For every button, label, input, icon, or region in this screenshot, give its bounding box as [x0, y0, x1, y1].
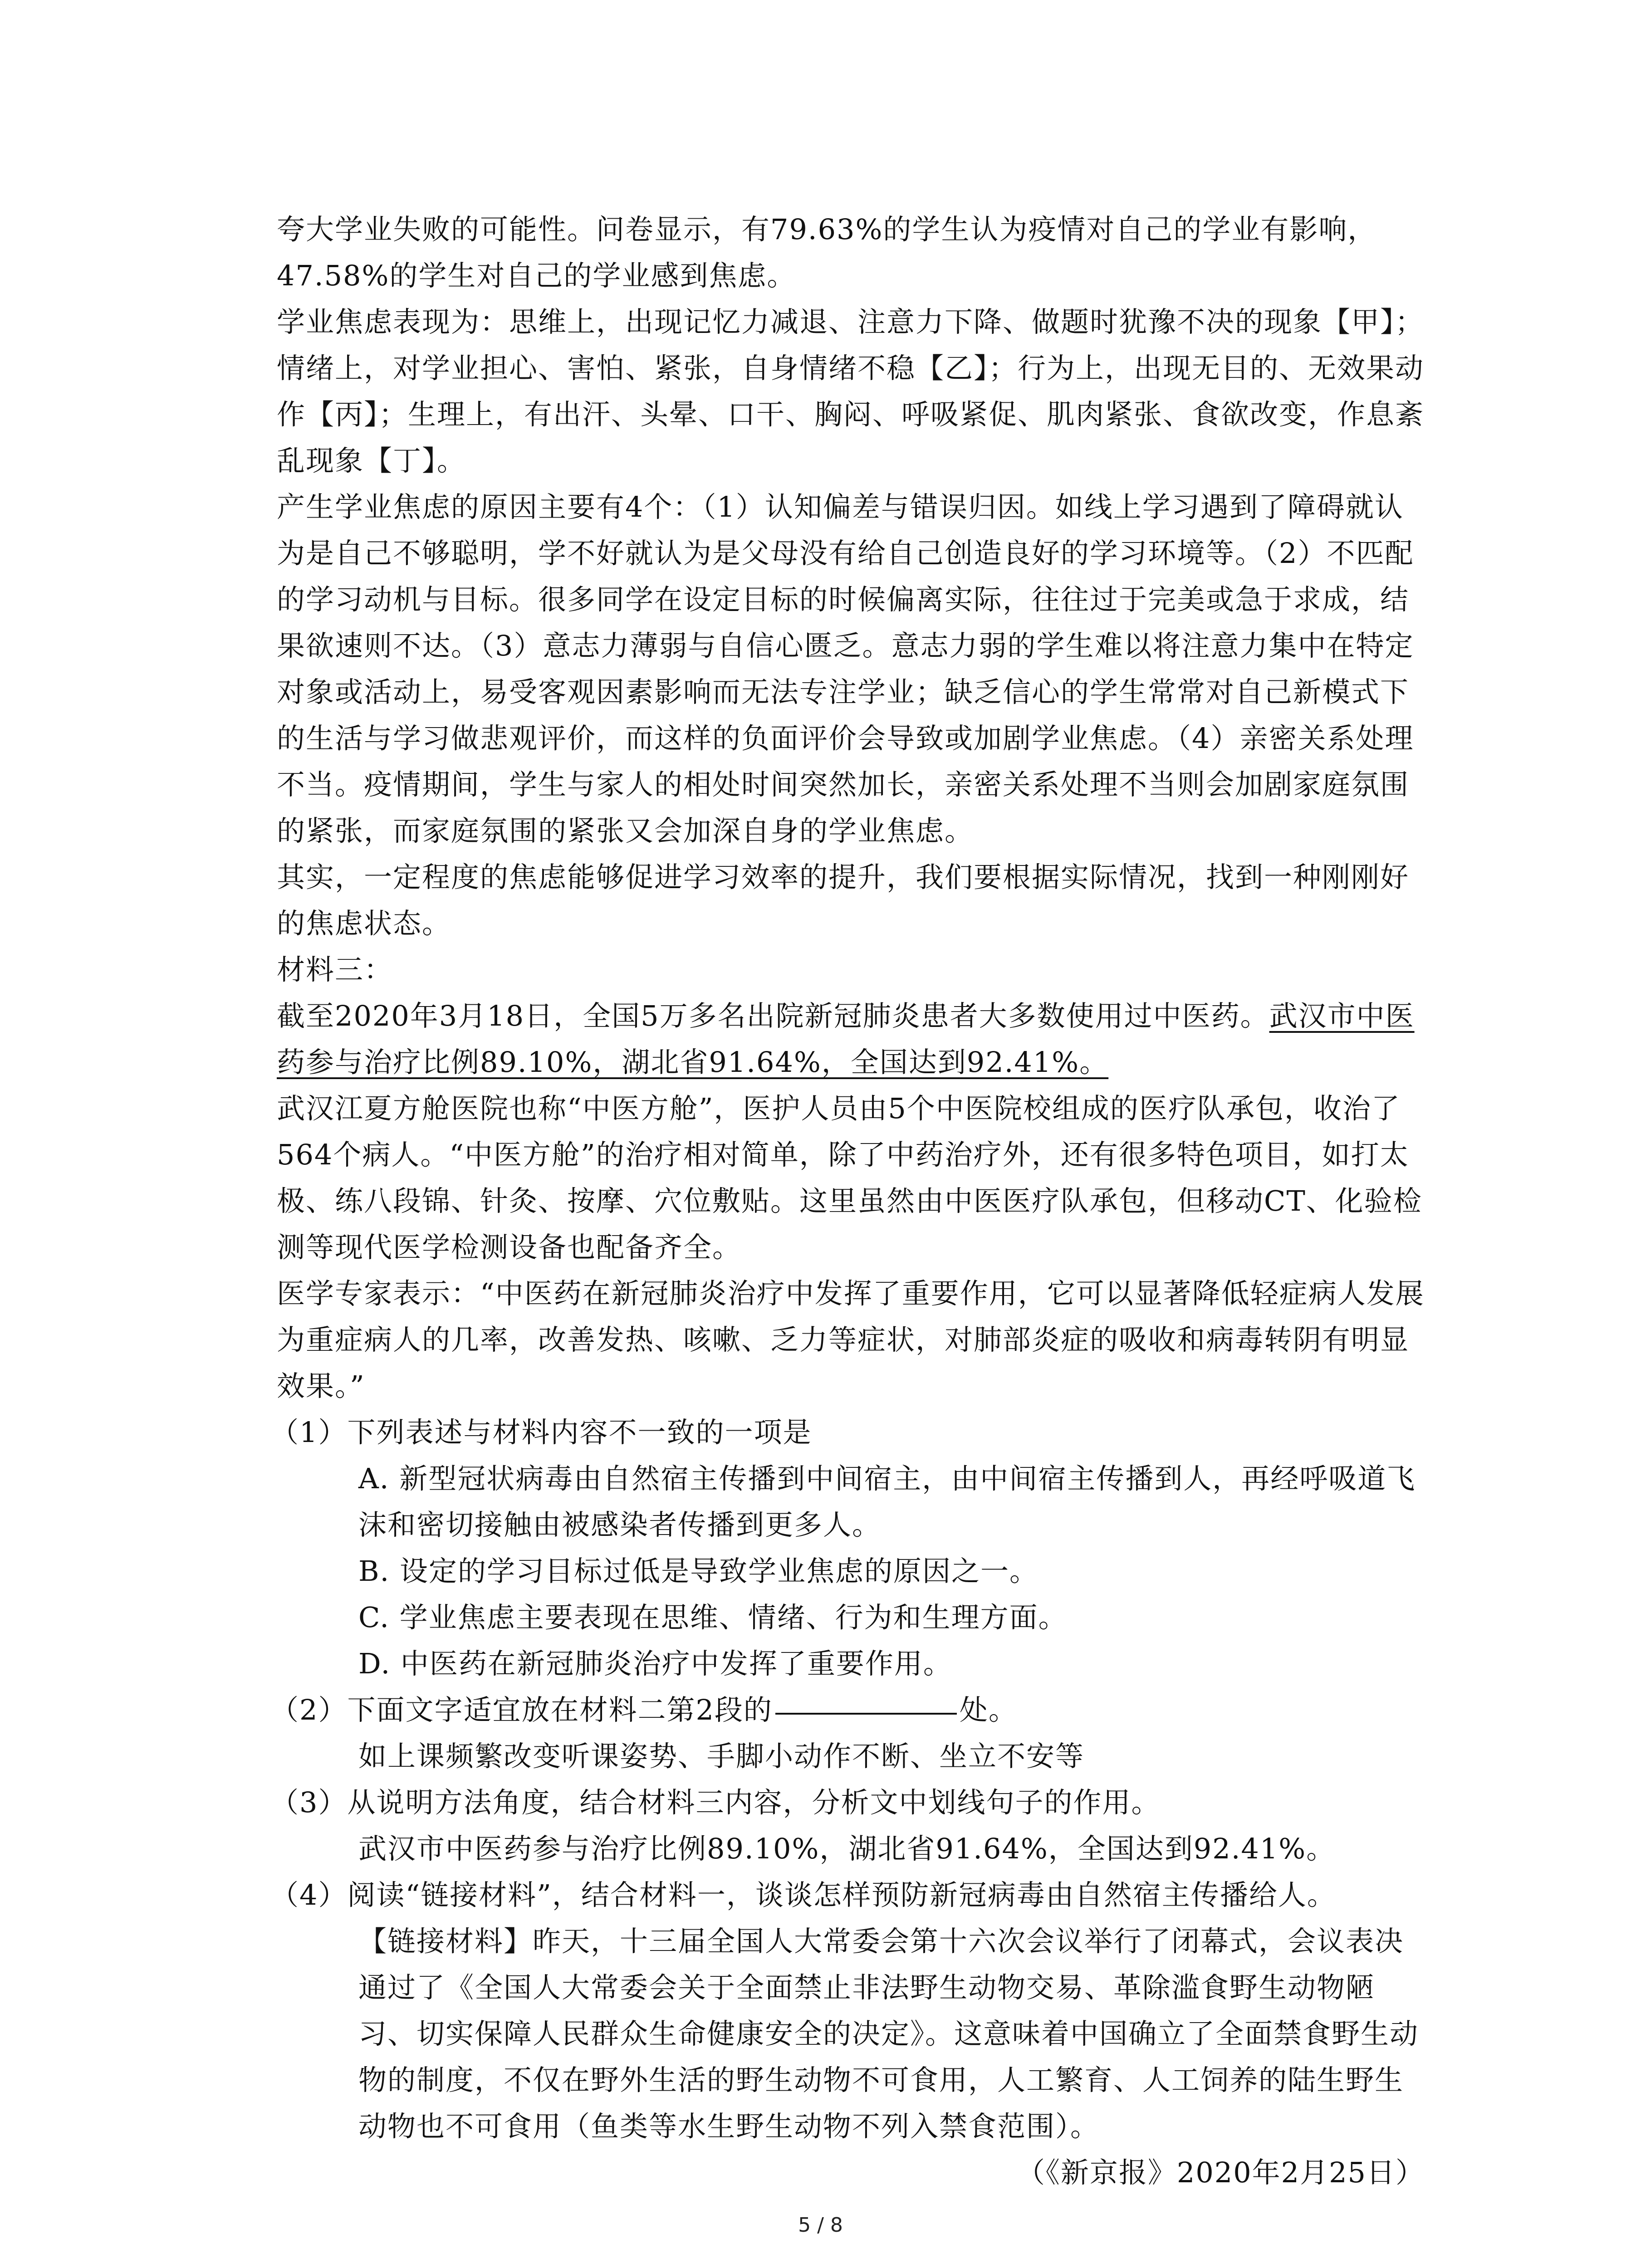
- paragraph-anxiety-causes: 产生学业焦虑的原因主要有4个：（1）认知偏差与错误归因。如线上学习遇到了障碍就认为是自己不够聪明，学不好就认为是父母没有给自己创造良好的学习环境等。（2）不匹配的学习动机与目标。很多同学在设定目标的时候偏离实际，往往过于完美或急于求成，结果欲速则不达。（3）意志力薄弱与自信心匮乏。意志力弱的学生难以将注意力集中在特定对象或活动上，易受客观因素影响而无法专注学业；缺乏信心的学生常常对自己新模式下的生活与学习做悲观评价，而这样的负面评价会导致或加剧学业焦虑。（4）亲密关系处理不当。疫情期间，学生与家人的相处时间突然加长，亲密关系处理不当则会加剧家庭氛围的紧张，而家庭氛围的紧张又会加深自身的学业焦虑。: [277, 490, 1414, 847]
- material-three-paragraph-2: 武汉江夏方舱医院也称“中医方舱”，医护人员由5个中医院校组成的医疗队承包，收治了564个病人。“中医方舱”的治疗相对简单，除了中药治疗外，还有很多特色项目，如打太极、练八段锦、针灸、按摩、穴位敷贴。这里虽然由中医医疗队承包，但移动CT、化验检测等现代医学检测设备也配备齐全。: [277, 1092, 1422, 1264]
- link-material: 【链接材料】昨天，十三届全国人大常委会第十六次会议举行了闭幕式，会议表决通过了《全国人大常委会关于全面禁止非法野生动物交易、革除滥食野生动物陋习、切实保障人民群众生命健康安全的决定》。这意味着中国确立了全面禁食野生动物的制度，不仅在野外生活的野生动物不可食用，人工繁育、人工饲养的陆生野生动物也不可食用（鱼类等水生野生动物不列入禁食范围）。: [358, 1925, 1419, 2143]
- question-2-stem-after: 处。: [959, 1693, 1018, 1726]
- paragraph-anxiety-survey: 夸大学业失败的可能性。问卷显示，有79.63%的学生认为疫情对自己的学业有影响，47.58%的学生对自己的学业感到焦虑。: [277, 213, 1377, 292]
- question-3-sentence: 武汉市中医药参与治疗比例89.10%，湖北省91.64%，全国达到92.41%。: [358, 1832, 1336, 1865]
- question-2-stem: [270, 1687, 1425, 1733]
- question-2-sentence: 如上课频繁改变听课姿势、手脚小动作不断、坐立不安等: [358, 1740, 1085, 1773]
- question-2-stem-before: （2）下面文字适宜放在材料二第2段的: [270, 1693, 773, 1726]
- question-1-stem: （1）下列表述与材料内容不一致的一项是: [270, 1416, 812, 1449]
- underlined-sentence: 武汉市中医药参与治疗比例89.10%，湖北省91.64%，全国达到92.41%。: [277, 999, 1415, 1079]
- page-content: [270, 206, 1425, 2196]
- question-4-stem: （4）阅读“链接材料”，结合材料一，谈谈怎样预防新冠病毒由自然宿主传播给人。: [270, 1878, 1336, 1911]
- question-3-stem: （3）从说明方法角度，结合材料三内容，分析文中划线句子的作用。: [270, 1786, 1161, 1819]
- material-three-heading: 材料三：: [277, 953, 393, 986]
- link-material-source: （《新京报》2020年2月25日）: [1016, 2156, 1425, 2189]
- material-three-plain-text: 截至2020年3月18日，全国5万多名出院新冠肺炎患者大多数使用过中医药。: [277, 999, 1269, 1032]
- material-three-paragraph-3: 医学专家表示：“中医药在新冠肺炎治疗中发挥了重要作用，它可以显著降低轻症病人发展为重症病人的几率，改善发热、咳嗽、乏力等症状，对肺部炎症的吸收和病毒转阴有明显效果。”: [277, 1277, 1425, 1403]
- question-1-option-d: D. 中医药在新冠肺炎治疗中发挥了重要作用。: [358, 1647, 952, 1680]
- paragraph-anxiety-symptoms: 学业焦虑表现为：思维上，出现记忆力减退、注意力下降、做题时犹豫不决的现象【甲】；情绪上，对学业担心、害怕、紧张，自身情绪不稳【乙】；行为上，出现无目的、无效果动作【丙】；生理上，有出汗、头晕、口干、胸闷、呼吸紧促、肌肉紧张、食欲改变，作息紊乱现象【丁】。: [277, 305, 1425, 477]
- material-three-paragraph-1: [277, 993, 1425, 1085]
- question-1-option-c: C. 学业焦虑主要表现在思维、情绪、行为和生理方面。: [358, 1601, 1068, 1634]
- answer-blank: [775, 1710, 957, 1715]
- page-number: 5 / 8: [798, 2214, 843, 2237]
- question-1-option-b: B. 设定的学习目标过低是导致学业焦虑的原因之一。: [358, 1554, 1038, 1588]
- question-1-option-a: A. 新型冠状病毒由自然宿主传播到中间宿主，由中间宿主传播到人，再经呼吸道飞沫和密切接触由被感染者传播到更多人。: [358, 1462, 1416, 1541]
- paragraph-anxiety-conclusion: 其实，一定程度的焦虑能够促进学习效率的提升，我们要根据实际情况，找到一种刚刚好的焦虑状态。: [277, 860, 1410, 940]
